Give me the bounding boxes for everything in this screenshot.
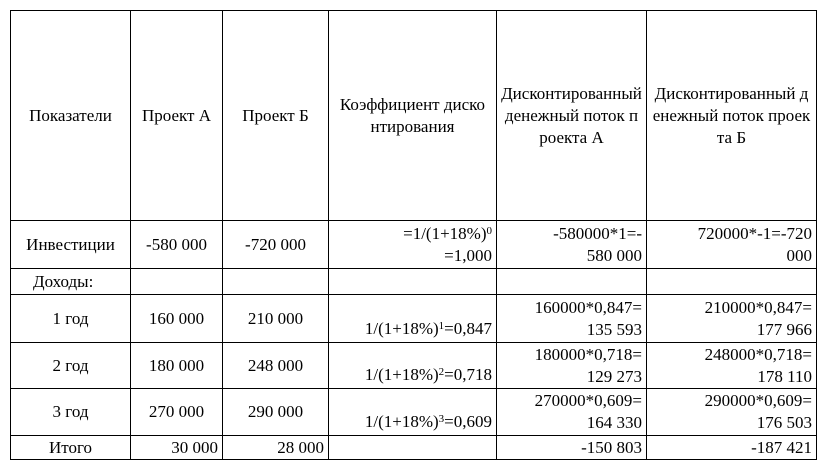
dcf-b-value: 290000*0,609= 176 503: [647, 389, 817, 436]
dcf-b-total: -187 421: [647, 436, 817, 460]
total-row: [11, 436, 817, 460]
project-b-total: 28 000: [223, 436, 329, 460]
discount-factor: $1/(1+18\%)^1=0,847$: [329, 295, 497, 343]
row-label: Доходы:: [11, 269, 131, 295]
project-b-value: 290 000: [223, 389, 329, 436]
table-row: [11, 389, 817, 436]
row-label: Итого: [11, 436, 131, 460]
table-row: [11, 221, 817, 269]
header-dcf-a: Дисконтированный денежный поток проекта А: [497, 11, 647, 221]
header-row: [11, 11, 817, 221]
project-a-value: -580 000: [131, 221, 223, 269]
discount-factor: $1/(1+18\%)^2=0,718$: [329, 343, 497, 389]
row-label: 1 год: [11, 295, 131, 343]
dcf-a-value: 160000*0,847= 135 593: [497, 295, 647, 343]
dcf-b-value: 248000*0,718= 178 110: [647, 343, 817, 389]
table-row: [11, 269, 817, 295]
header-project-a: Проект А: [131, 11, 223, 221]
dcf-a-total: -150 803: [497, 436, 647, 460]
row-label: Инвестиции: [11, 221, 131, 269]
header-dcf-b: Дисконтированный денежный поток проекта Б: [647, 11, 817, 221]
project-b-value: 210 000: [223, 295, 329, 343]
dcf-b-value: 210000*0,847= 177 966: [647, 295, 817, 343]
project-a-value: 160 000: [131, 295, 223, 343]
header-indicators: Показатели: [11, 11, 131, 221]
dcf-a-value: 180000*0,718= 129 273: [497, 343, 647, 389]
row-label: 3 год: [11, 389, 131, 436]
dcf-a-value: 270000*0,609= 164 330: [497, 389, 647, 436]
dcf-b-value: 720000*-1=-720 000: [647, 221, 817, 269]
project-a-total: 30 000: [131, 436, 223, 460]
project-a-value: 270 000: [131, 389, 223, 436]
discount-factor: $1/(1+18\%)^3=0,609$: [329, 389, 497, 436]
row-label: 2 год: [11, 343, 131, 389]
dcf-table: [10, 10, 817, 460]
table-row: [11, 295, 817, 343]
dcf-a-value: -580000*1=- 580 000: [497, 221, 647, 269]
header-discount-factor: Коэффициент дисконтирования: [329, 11, 497, 221]
project-a-value: 180 000: [131, 343, 223, 389]
discount-factor: $=1/(1+18\%)^0$ =1,000: [329, 221, 497, 269]
project-b-value: 248 000: [223, 343, 329, 389]
table-row: [11, 343, 817, 389]
project-b-value: -720 000: [223, 221, 329, 269]
header-project-b: Проект Б: [223, 11, 329, 221]
